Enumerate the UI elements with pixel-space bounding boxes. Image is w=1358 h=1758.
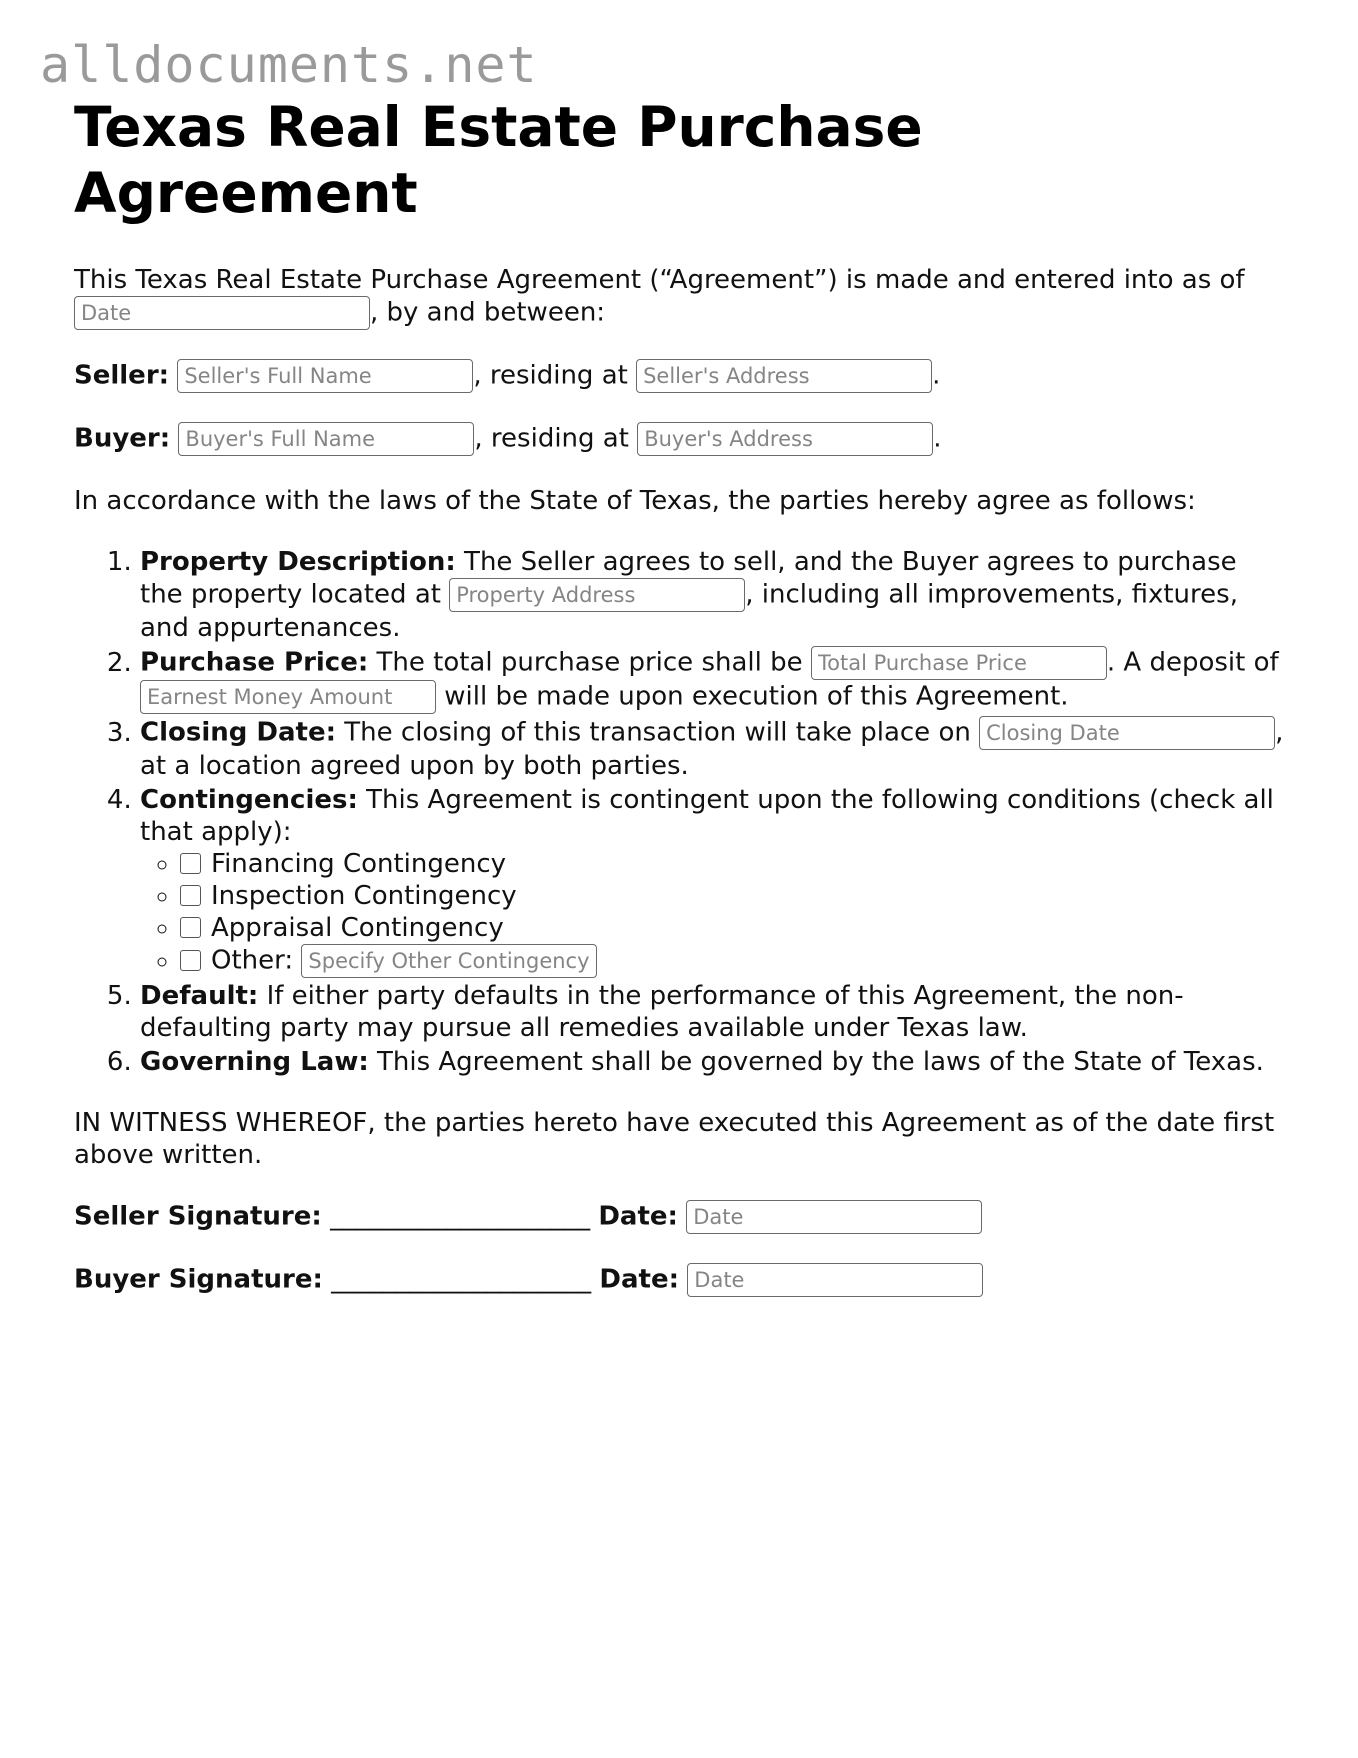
buyer-residing-text: , residing at [474, 423, 629, 454]
inspection-label: Inspection Contingency [211, 881, 517, 911]
buyer-label: Buyer: [74, 423, 171, 454]
buyer-date-label: Date: [599, 1264, 680, 1295]
other-label: Other: [211, 945, 294, 976]
term-price-heading: Purchase Price: [140, 647, 369, 678]
term-closing-text-2: , at a location agreed upon by both parties. [140, 717, 1284, 781]
term-price-text-3: will be made upon execution of this Agreement. [436, 681, 1069, 712]
document [74, 94, 1284, 1326]
agreement-date-field[interactable] [74, 296, 370, 330]
contingency-inspection [180, 880, 1284, 912]
term-property-text-2: , including all improvements, fixtures, and appurtenances. [140, 579, 1238, 643]
financing-label: Financing Contingency [211, 849, 507, 879]
watermark: alldocuments.net [40, 36, 538, 94]
term-property-heading: Property Description: [140, 547, 456, 577]
term-law-heading: Governing Law: [140, 1047, 369, 1077]
contingency-financing [180, 848, 1284, 880]
intro-text: This Texas Real Estate Purchase Agreement (“Agreement”) is made and entered into as of [74, 265, 1245, 295]
buyer-signature-row [74, 1263, 1284, 1297]
earnest-money-field[interactable] [140, 680, 436, 714]
term-property-text: The Seller agrees to sell, and the Buyer agrees to purchase the property located at [140, 547, 1237, 610]
term-law [140, 1046, 1284, 1078]
inspection-checkbox[interactable] [180, 885, 201, 906]
seller-date-field[interactable] [686, 1200, 982, 1234]
term-property [140, 546, 1284, 644]
seller-date-label: Date: [598, 1201, 678, 1232]
seller-signature-row [74, 1200, 1284, 1234]
seller-line [74, 359, 1284, 393]
closing-date-field[interactable] [979, 716, 1275, 750]
buyer-address-field[interactable] [637, 422, 933, 456]
seller-label: Seller: [74, 360, 170, 391]
term-contingencies [140, 784, 1284, 978]
buyer-line [74, 422, 1284, 456]
term-price-text: The total purchase price shall be [368, 647, 803, 678]
other-checkbox[interactable] [180, 950, 201, 971]
purchase-price-field[interactable] [811, 646, 1107, 680]
seller-signature-line[interactable]: ____________________ [330, 1201, 591, 1232]
accordance-text: In accordance with the laws of the State of Texas, the parties hereby agree as follows: [74, 486, 1196, 516]
contingency-list [140, 848, 1284, 978]
contingency-appraisal [180, 912, 1284, 944]
term-price [140, 646, 1284, 714]
intro-text-after: , by and between: [370, 297, 606, 328]
term-price-text-2: . A deposit of [1106, 647, 1279, 678]
buyer-name-field[interactable] [178, 422, 474, 456]
seller-residing-text: , residing at [473, 360, 628, 391]
term-law-text: This Agreement shall be governed by the laws of the State of Texas. [368, 1047, 1264, 1077]
appraisal-checkbox[interactable] [180, 917, 201, 938]
seller-address-field[interactable] [636, 359, 932, 393]
term-default-heading: Default: [140, 981, 259, 1011]
financing-checkbox[interactable] [180, 853, 201, 874]
term-default [140, 980, 1284, 1044]
terms-list [74, 546, 1284, 1078]
seller-name-field[interactable] [177, 359, 473, 393]
seller-end: . [932, 360, 941, 391]
appraisal-label: Appraisal Contingency [211, 913, 504, 943]
buyer-end: . [933, 423, 942, 454]
intro-paragraph [74, 264, 1284, 330]
term-default-text: If either party defaults in the performance of this Agreement, the non-defaulting party may pursue all remedies available under Texas law. [140, 981, 1184, 1043]
other-contingency-field[interactable] [301, 944, 597, 978]
term-closing-heading: Closing Date: [140, 717, 337, 748]
buyer-signature-line[interactable]: ____________________ [331, 1264, 592, 1295]
witness-text: IN WITNESS WHEREOF, the parties hereto have executed this Agreement as of the date first above written. [74, 1108, 1275, 1170]
term-closing-text: The closing of this transaction will take place on [336, 717, 971, 748]
term-contingencies-heading: Contingencies: [140, 785, 358, 815]
buyer-date-field[interactable] [687, 1263, 983, 1297]
seller-signature-label: Seller Signature: [74, 1201, 322, 1232]
term-closing [140, 716, 1284, 782]
property-address-field[interactable] [449, 578, 745, 612]
contingency-other [180, 944, 1284, 978]
buyer-signature-label: Buyer Signature: [74, 1264, 323, 1295]
page-title: Texas Real Estate Purchase Agreement [74, 95, 923, 225]
term-contingencies-text: This Agreement is contingent upon the following conditions (check all that apply): [140, 785, 1274, 847]
